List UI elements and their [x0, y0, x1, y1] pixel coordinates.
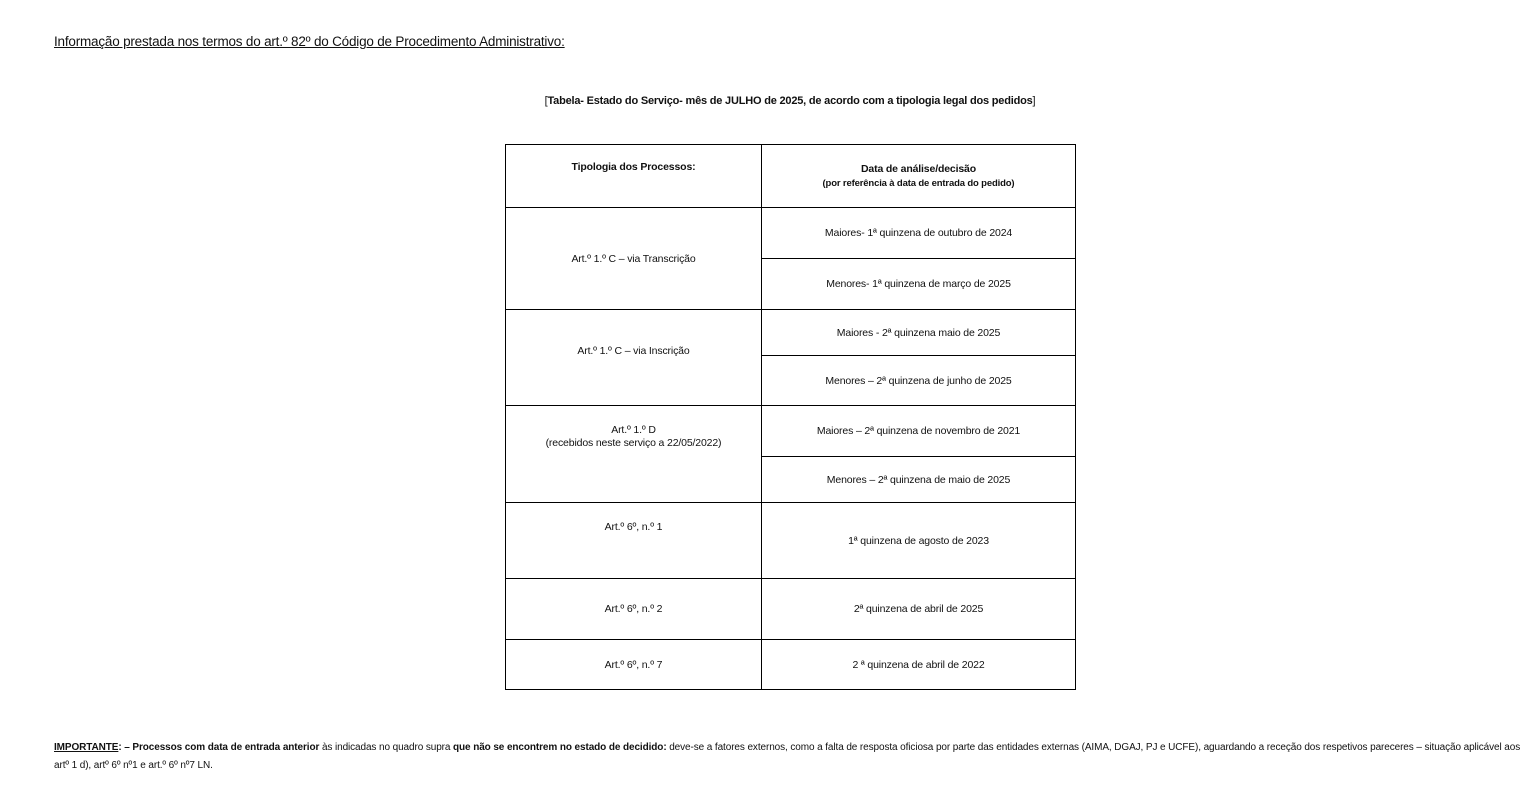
typology-cell: Art.º 6º, n.º 2	[506, 579, 762, 640]
date-cell: 1ª quinzena de agosto de 2023	[762, 503, 1076, 579]
service-status-table	[505, 144, 1076, 690]
caption-open-bracket: [	[544, 95, 548, 107]
header-typology: Tipologia dos Processos:	[506, 145, 762, 208]
note-bold-2: que não se encontrem no estado de decidido:	[453, 742, 667, 753]
date-cell: Menores- 1ª quinzena de março de 2025	[762, 259, 1076, 310]
date-cell: Menores – 2ª quinzena de junho de 2025	[762, 356, 1076, 406]
date-cell: Maiores – 2ª quinzena de novembro de 2021	[762, 406, 1076, 457]
note-text-2: deve-se a fatores externos, como a falta de resposta oficiosa por parte das entidades externas (AIMA, DGAJ, PJ e UCFE), aguardando a receção dos respetivos pareceres – situação aplicável aos artº 1 d), artº 6º nº1 e art.º 6º nº7 LN.	[54, 742, 1521, 771]
document-heading: Informação prestada nos termos do art.º 82º do Código de Procedimento Administrativo:	[54, 34, 565, 49]
table-row	[506, 310, 1076, 356]
table-row	[506, 640, 1076, 690]
table-row	[506, 579, 1076, 640]
note-text-1: às indicadas no quadro supra	[319, 742, 454, 753]
important-colon: :	[118, 742, 122, 753]
date-cell: 2 ª quinzena de abril de 2022	[762, 640, 1076, 690]
typology-cell: Art.º 6º, n.º 1	[506, 503, 762, 579]
table-caption	[0, 95, 1533, 107]
typology-cell: Art.º 6º, n.º 7	[506, 640, 762, 690]
table-row	[506, 208, 1076, 259]
important-label: IMPORTANTE	[54, 742, 119, 753]
important-note	[54, 739, 1524, 775]
typology-cell: Art.º 1.º C – via Inscrição	[506, 310, 762, 406]
header-date	[762, 145, 1076, 208]
typology-cell	[506, 406, 762, 503]
typology-cell: Art.º 1.º C – via Transcrição	[506, 208, 762, 310]
typology-label: Art.º 1.º D	[611, 424, 656, 436]
note-bold-1: – Processos com data de entrada anterior	[121, 742, 320, 753]
date-cell: Maiores- 1ª quinzena de outubro de 2024	[762, 208, 1076, 259]
table-row	[506, 406, 1076, 457]
caption-text: Tabela- Estado do Serviço- mês de JULHO de 2025, de acordo com a tipologia legal dos pedidos	[547, 95, 1033, 107]
header-date-sub: (por referência à data de entrada do pedido)	[822, 178, 1015, 189]
table-header-row	[506, 145, 1076, 208]
date-cell: 2ª quinzena de abril de 2025	[762, 579, 1076, 640]
caption-close-bracket: ]	[1032, 95, 1036, 107]
header-date-label: Data de análise/decisão	[860, 163, 977, 175]
date-cell: Maiores - 2ª quinzena maio de 2025	[762, 310, 1076, 356]
table-row	[506, 503, 1076, 579]
date-cell: Menores – 2ª quinzena de maio de 2025	[762, 457, 1076, 503]
typology-sub: (recebidos neste serviço a 22/05/2022)	[545, 437, 722, 449]
